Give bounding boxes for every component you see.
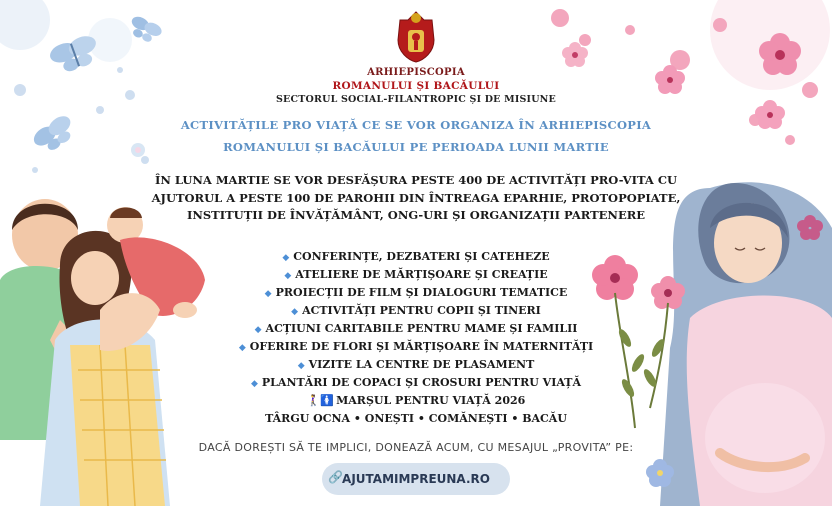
intro-line: INSTITUȚII DE ÎNVĂȚĂMÂNT, ONG-URI ȘI ORGANIZAȚII PARTENERE bbox=[186, 208, 646, 222]
walking-woman-icon: 🚶‍♀️🚺 bbox=[306, 394, 335, 407]
list-item: ◆ ATELIERE DE MĂRȚIȘOARE ȘI CREAȚIE bbox=[284, 268, 548, 281]
intro-paragraph bbox=[150, 172, 682, 225]
title-line1: ACTIVITĂȚILE PRO VIAȚĂ CE SE VOR ORGANIZA ÎN ARHIEPISCOPIA bbox=[180, 118, 652, 132]
list-item: ◆ CONFERINȚE, DEZBATERI ȘI CATEHEZE bbox=[282, 250, 550, 263]
donation-link-button[interactable] bbox=[322, 463, 510, 495]
diamond-icon: ◆ bbox=[254, 325, 262, 335]
intro-line: AJUTORUL A PESTE 100 DE PAROHII DIN ÎNTREAGA EPARHIE, PROTOPOPIATE, bbox=[151, 190, 681, 205]
diamond-icon: ◆ bbox=[284, 271, 292, 281]
list-item: ◆ OFERIRE DE FLORI ȘI MĂRȚIȘOARE ÎN MATERNITĂȚI bbox=[238, 340, 594, 353]
org-department: SECTORUL SOCIAL-FILANTROPIC ȘI DE MISIUNE bbox=[276, 94, 556, 105]
list-item: ◆ PLANTĂRI DE COPACI ȘI CROSURI PENTRU VIAȚĂ bbox=[250, 376, 582, 389]
march-item: 🚶‍♀️🚺 MARȘUL PENTRU VIAȚĂ 2026 bbox=[306, 394, 526, 407]
intro-line: ÎN LUNA MARTIE SE VOR DESFĂȘURA PESTE 400 DE ACTIVITĂȚI PRO-VITA CU bbox=[155, 173, 677, 187]
diamond-icon: ◆ bbox=[282, 253, 290, 263]
diamond-icon: ◆ bbox=[297, 361, 305, 371]
list-item: ◆ PROIECȚII DE FILM ȘI DIALOGURI TEMATICE bbox=[264, 286, 568, 299]
diamond-icon: ◆ bbox=[250, 379, 258, 389]
title-line2: ROMANULUI ȘI BACĂULUI PE PERIOADA LUNII MARTIE bbox=[223, 140, 609, 154]
org-name-line1: ARHIEPISCOPIA bbox=[367, 67, 465, 78]
list-item: ◆ ACTIVITĂȚI PENTRU COPII ȘI TINERI bbox=[291, 304, 541, 317]
activities-list bbox=[150, 248, 682, 428]
march-cities: TÂRGU OCNA • ONEȘTI • COMĂNEȘTI • BACĂU bbox=[265, 412, 567, 425]
crest-icon bbox=[394, 10, 438, 64]
org-name-line2: ROMANULUI ȘI BACĂULUI bbox=[332, 80, 500, 92]
donation-call-to-action: DACĂ DOREȘTI SĂ TE IMPLICI, DONEAZĂ ACUM, CU MESAJUL „PROVITA” PE: bbox=[198, 441, 634, 454]
diamond-icon: ◆ bbox=[238, 343, 246, 353]
donation-link-label: AJUTAMIMPREUNA.RO bbox=[342, 472, 490, 486]
link-icon: 🔗 bbox=[328, 470, 343, 484]
list-item: ◆ ACȚIUNI CARITABILE PENTRU MAME ȘI FAMILII bbox=[254, 322, 578, 335]
list-item: ◆ VIZITE LA CENTRE DE PLASAMENT bbox=[297, 358, 535, 371]
diamond-icon: ◆ bbox=[264, 289, 272, 299]
butterflies-illustration bbox=[0, 0, 170, 200]
diamond-icon: ◆ bbox=[291, 307, 299, 317]
